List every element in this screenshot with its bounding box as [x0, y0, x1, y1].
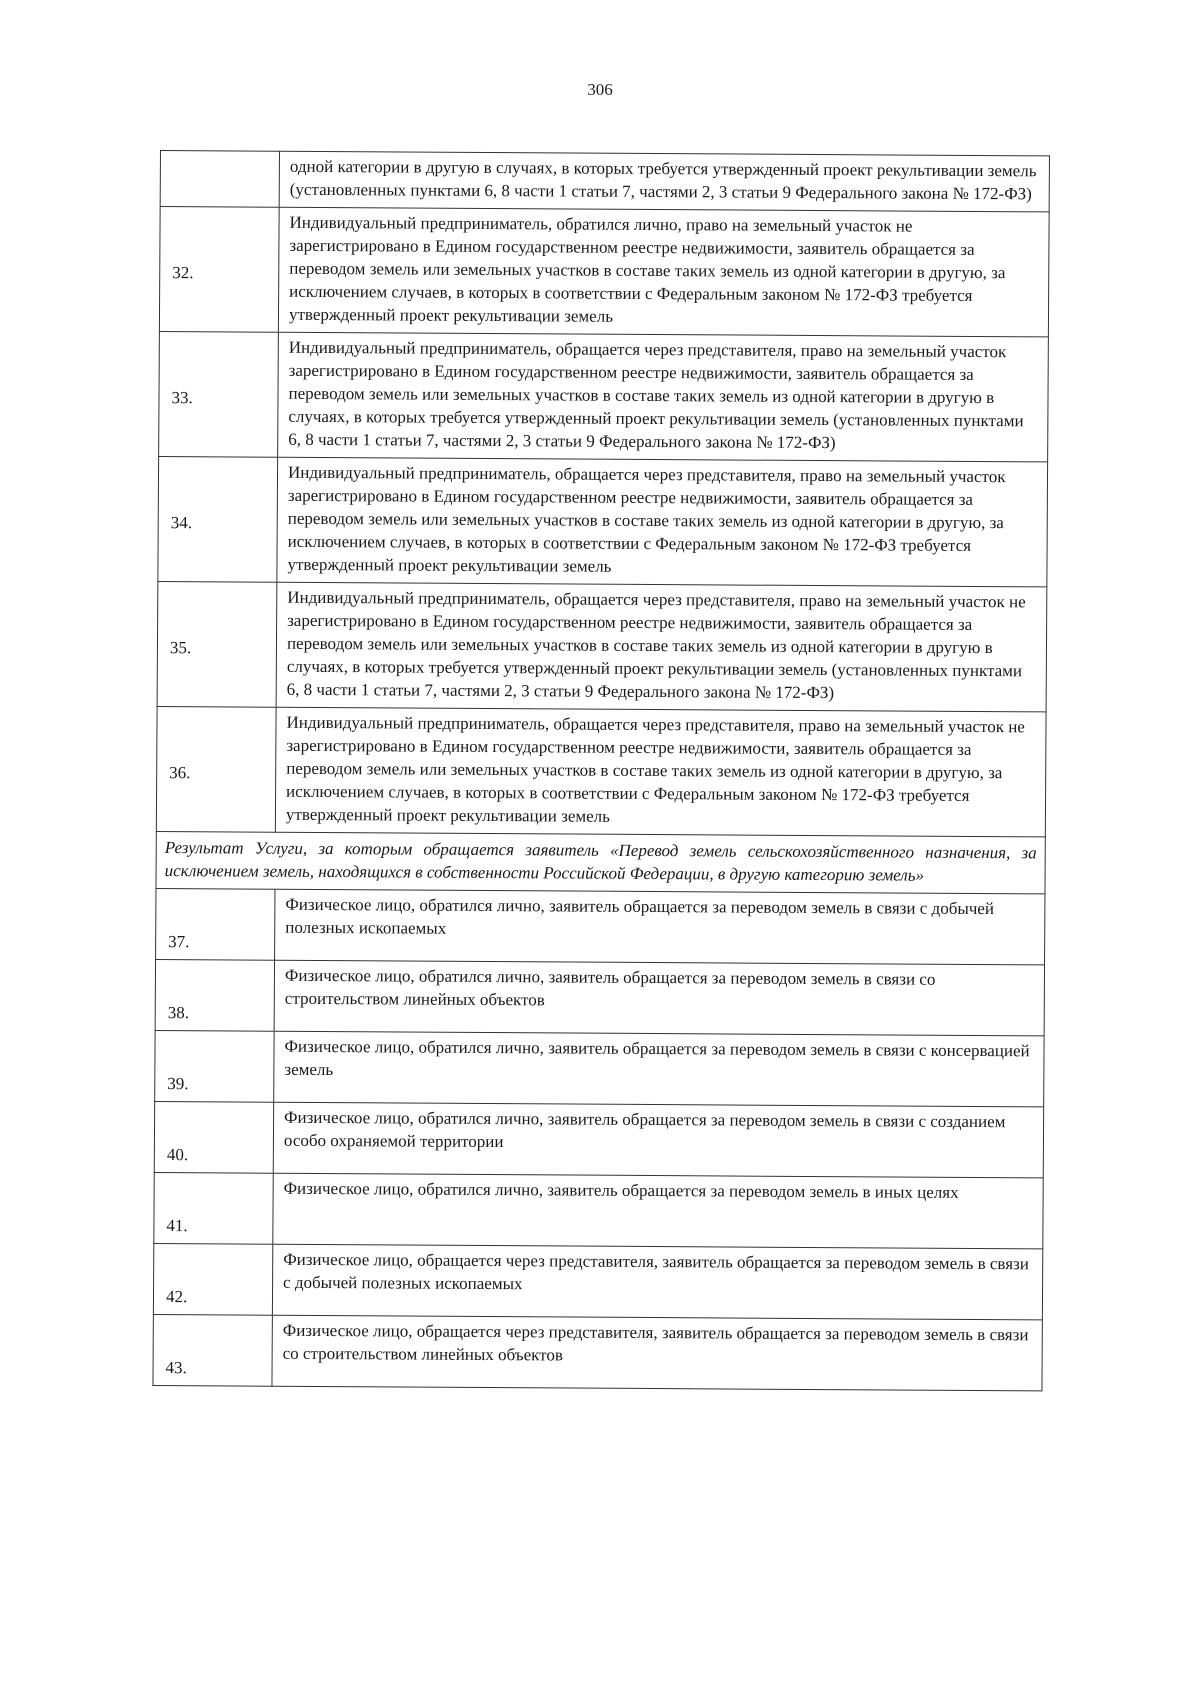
section-title: Результат Услуги, за которым обращается заявитель «Перевод земель сельскохозяйственного назначения, за исключением земель, находящихся в собственности Российской Федерации, в другую категорию земель» — [156, 831, 1045, 893]
table-row — [157, 581, 1047, 711]
table-row — [158, 456, 1048, 586]
row-description: Индивидуальный предприниматель, обращается через представителя, право на земельный участок зарегистрировано в Едином государственном реестре недвижимости, заявитель обращается за переводом земель или земельных участков в составе таких земель из одной категории в другую, за исключением случаев, в которых в соответствии с Федеральным законом № 172-ФЗ требуется утвержденный проект рекультивации земель — [277, 457, 1048, 587]
row-number: 35. — [157, 581, 277, 707]
variants-table — [152, 150, 1050, 1391]
row-description: Индивидуальный предприниматель, обратился лично, право на земельный участок не зарегистрировано в Едином государственном реестре недвижимости, заявитель обращается за переводом земель или земельных участков в составе таких земель из одной категории в другую, за исключением случаев, в которых в соответствии с Федеральным законом № 172-ФЗ требуется утвержденный проект рекультивации земель — [278, 207, 1049, 337]
page-number: 306 — [587, 80, 613, 99]
row-number: 38. — [155, 959, 274, 1031]
table-row — [153, 1243, 1042, 1319]
table-row — [153, 1314, 1042, 1390]
table-row — [155, 1030, 1044, 1106]
row-description: Индивидуальный предприниматель, обращается через представителя, право на земельный участок зарегистрировано в Едином государственном реестре недвижимости, заявитель обращается за переводом земель или земельных участков в составе таких земель из одной категории в другую в случаях, в которых требуется утвержденный проект рекультивации земель (установленных пунктами 6, 8 части 1 статьи 7, частями 2, 3 статьи 9 Федерального закона № 172-ФЗ) — [278, 332, 1049, 462]
section-header-row — [156, 831, 1045, 893]
row-description: Физическое лицо, обратился лично, заявитель обращается за переводом земель в связи с созданием особо охраняемой территории — [273, 1102, 1043, 1178]
row-number: 42. — [153, 1243, 272, 1315]
row-number: 33. — [159, 331, 279, 457]
row-number: 43. — [153, 1314, 272, 1386]
row-number: 37. — [156, 888, 275, 960]
table-row — [155, 959, 1044, 1035]
row-description: Физическое лицо, обратился лично, заявитель обращается за переводом земель в иных целях — [273, 1173, 1043, 1249]
table-row — [154, 1101, 1043, 1177]
row-description: одной категории в другую в случаях, в которых требуется утвержденный проект рекультивации земель (установленных пунктами 6, 8 части 1 статьи 7, частями 2, 3 статьи 9 Федерального закона № 172-ФЗ) — [279, 151, 1049, 212]
row-number: 40. — [154, 1101, 273, 1173]
table-row — [159, 207, 1049, 337]
row-description: Физическое лицо, обращается через представителя, заявитель обращается за переводом земель в связи с добычей полезных ископаемых — [272, 1244, 1042, 1320]
row-number: 41. — [154, 1172, 273, 1244]
row-description: Индивидуальный предприниматель, обращается через представителя, право на земельный участок не зарегистрировано в Едином государственном реестре недвижимости, заявитель обращается за переводом земель или земельных участков в составе таких земель из одной категории в другую в случаях, в которых требуется утвержденный проект рекультивации земель (установленных пунктами 6, 8 части 1 статьи 7, частями 2, 3 статьи 9 Федерального закона № 172-ФЗ) — [276, 582, 1047, 712]
table-row — [156, 888, 1045, 964]
table-row — [156, 706, 1046, 836]
row-number: 32. — [159, 207, 279, 333]
row-description: Физическое лицо, обратился лично, заявитель обращается за переводом земель в связи с добычей полезных ископаемых — [275, 889, 1045, 965]
row-number: 34. — [158, 456, 278, 582]
row-number: 39. — [155, 1030, 274, 1102]
row-description: Физическое лицо, обращается через представителя, заявитель обращается за переводом земель в связи со строительством линейных объектов — [272, 1315, 1042, 1391]
table-row — [154, 1172, 1043, 1248]
row-description: Физическое лицо, обратился лично, заявитель обращается за переводом земель в связи со строительством линейных объектов — [274, 960, 1044, 1036]
row-number — [160, 151, 279, 208]
table-row — [159, 331, 1049, 461]
row-description: Индивидуальный предприниматель, обращается через представителя, право на земельный участок не зарегистрировано в Едином государственном реестре недвижимости, заявитель обращается за переводом земель или земельных участков в составе таких земель из одной категории в другую, за исключением случаев, в которых в соответствии с Федеральным законом № 172-ФЗ требуется утвержденный проект рекультивации земель — [275, 707, 1046, 837]
row-number: 36. — [156, 706, 276, 832]
table-row — [160, 151, 1049, 212]
row-description: Физическое лицо, обратился лично, заявитель обращается за переводом земель в связи с консервацией земель — [274, 1031, 1044, 1107]
